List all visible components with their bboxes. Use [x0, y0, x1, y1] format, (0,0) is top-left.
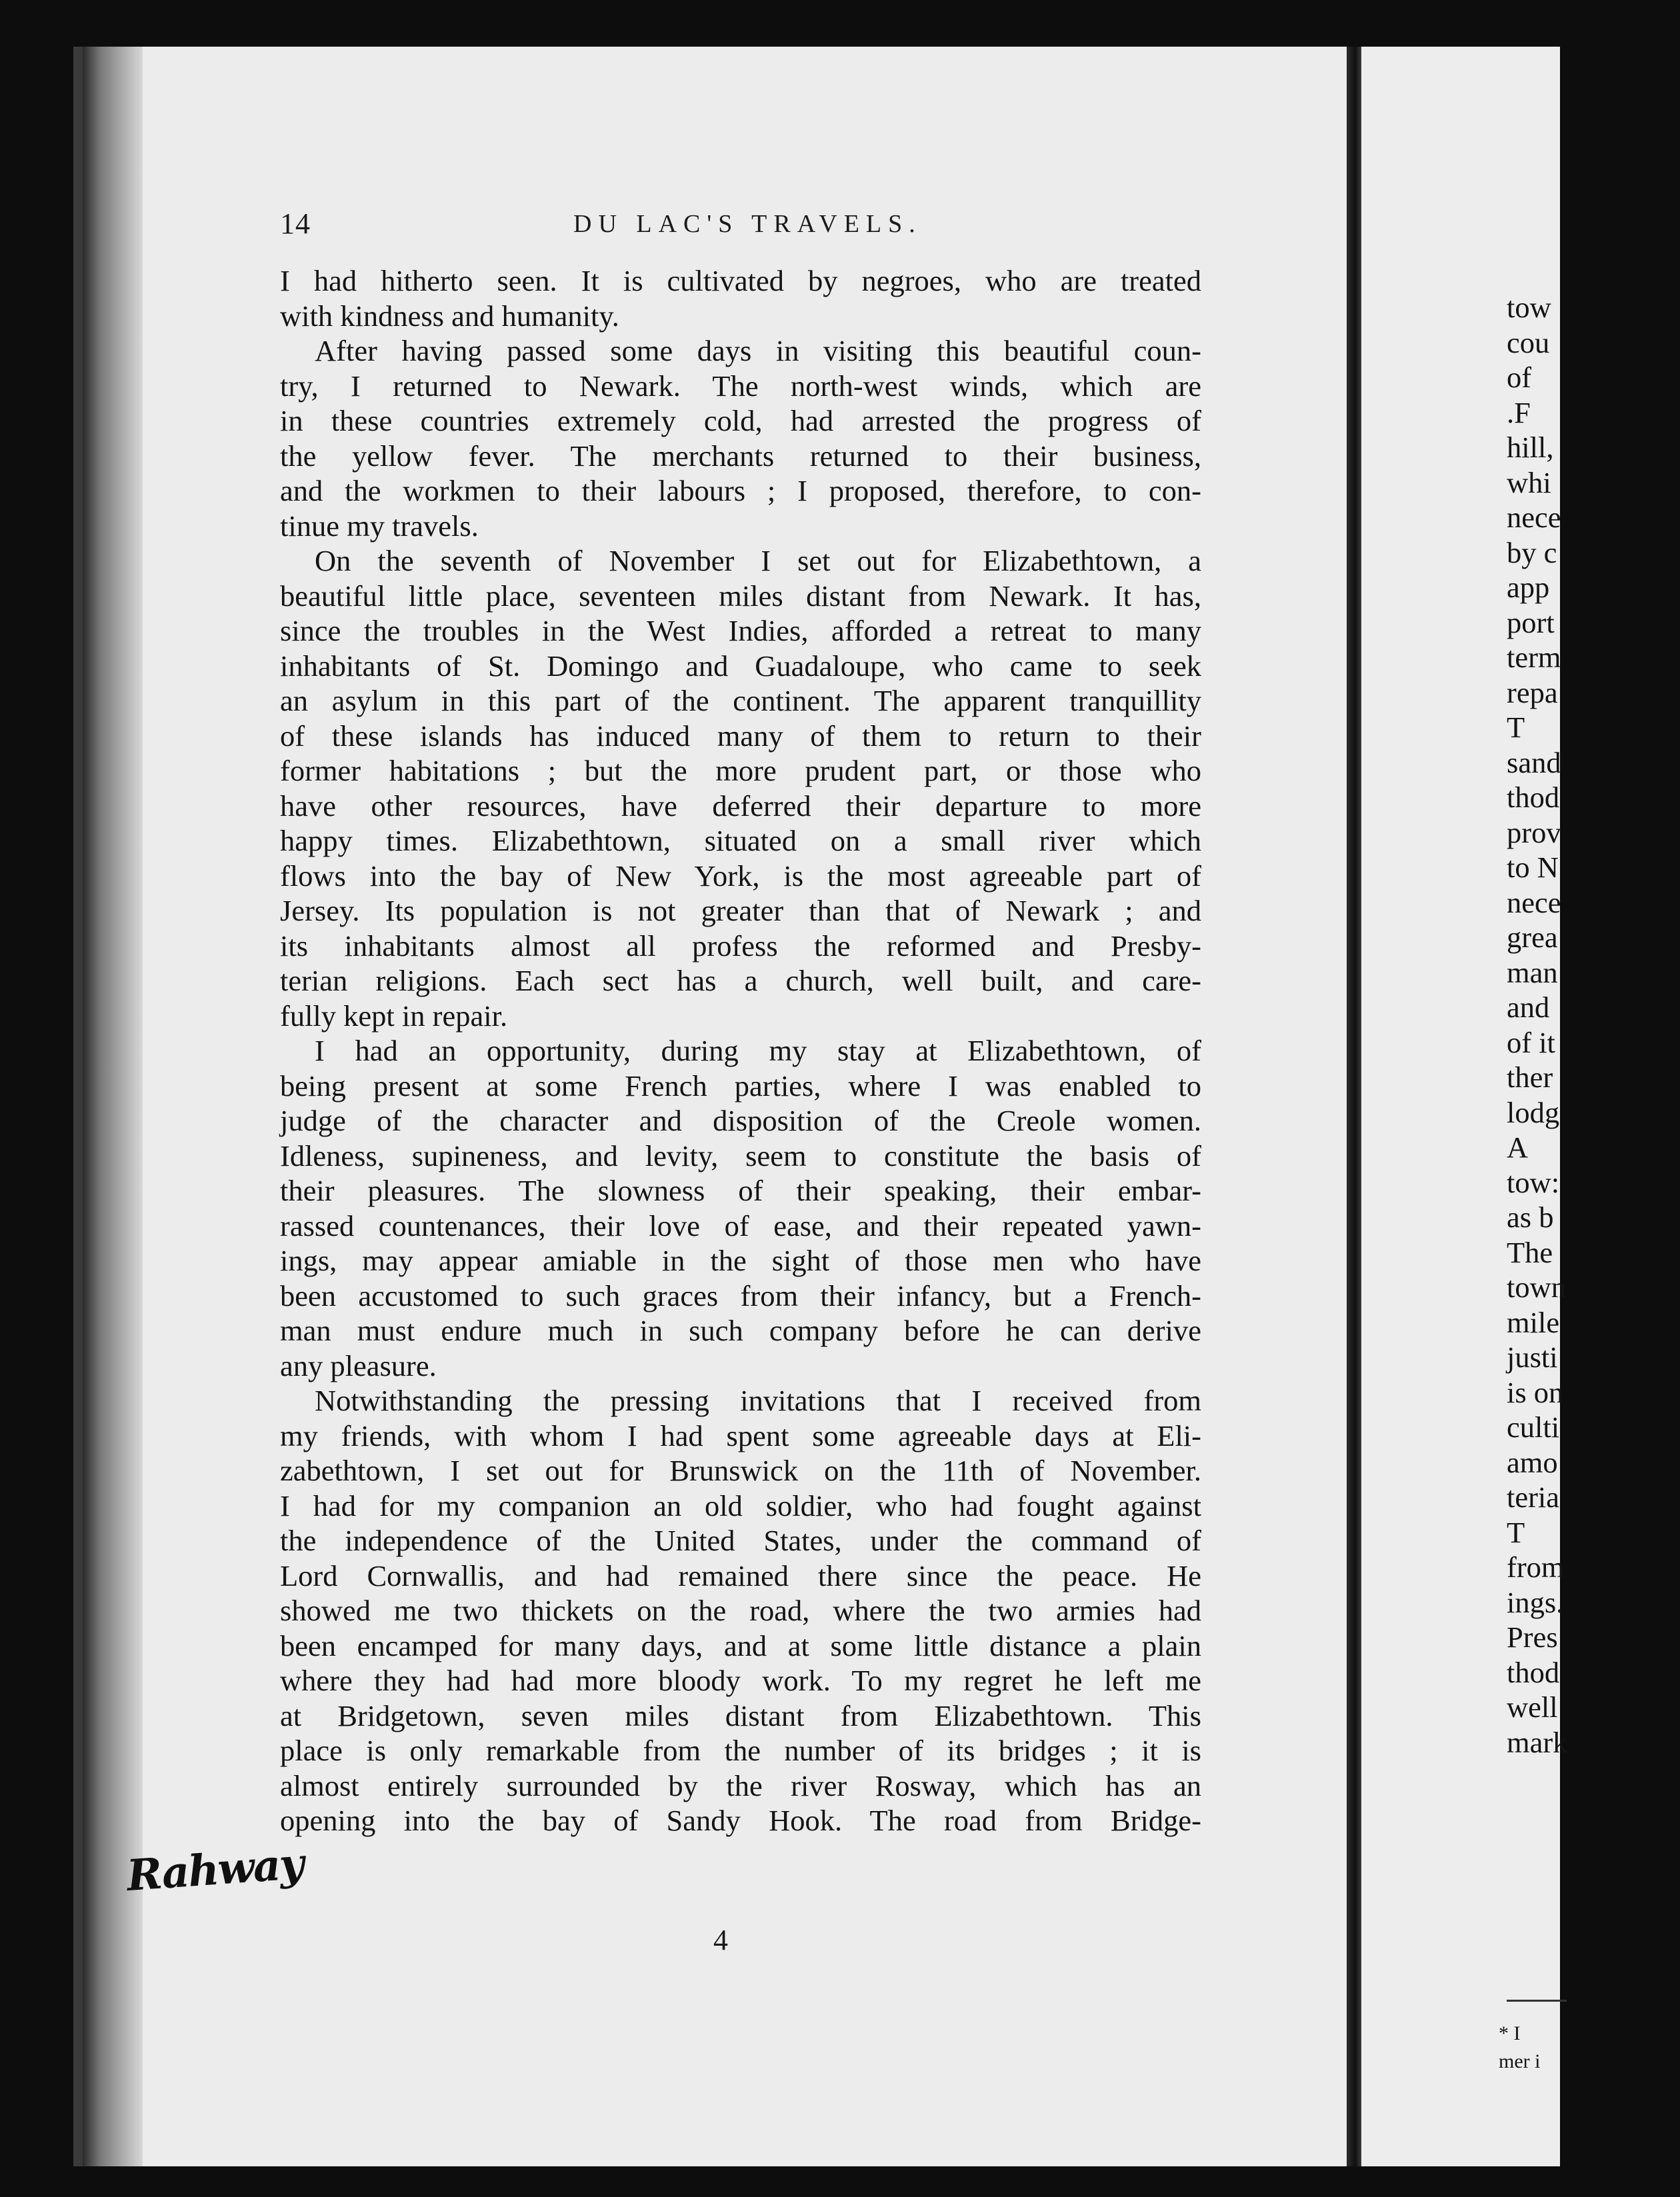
right-text-line: whi: [1507, 465, 1551, 499]
text-line: Lord Cornwallis, and had remained there since the peace. He: [280, 1558, 1201, 1592]
text-line: its inhabitants almost all profess the reformed and Presby-: [280, 929, 1201, 963]
right-text-line: from: [1507, 1550, 1565, 1584]
right-text-line: town: [1507, 1270, 1566, 1304]
right-text-line: culti: [1507, 1410, 1560, 1444]
text-line: On the seventh of November I set out for Elizabethtown, a: [315, 544, 1201, 577]
text-line: an asylum in this part of the continent. The apparent tranquillity: [280, 684, 1201, 717]
right-text-line: repa: [1507, 675, 1558, 709]
text-line: showed me two thickets on the road, where the two armies had: [280, 1594, 1201, 1627]
text-line: the independence of the United States, under the command of: [280, 1524, 1201, 1557]
right-text-line: T: [1507, 711, 1525, 744]
right-text-line: ings.: [1507, 1585, 1564, 1619]
right-text-line: justi: [1507, 1340, 1558, 1374]
right-text-line: cou: [1507, 325, 1550, 359]
right-footnote: [1499, 2020, 1565, 2076]
text-line: Idleness, supineness, and levity, seem to constitute the basis of: [280, 1138, 1201, 1172]
right-text-line: mile: [1507, 1305, 1560, 1339]
text-line: almost entirely surrounded by the river Rosway, which has an: [280, 1768, 1201, 1802]
right-text-line: is on: [1507, 1375, 1564, 1409]
right-text-line: man: [1507, 955, 1558, 989]
right-text-line: lodg: [1507, 1095, 1560, 1129]
handwritten-margin-note: Rahway: [125, 1838, 305, 1902]
text-line: ings, may appear amiable in the sight of those men who have: [280, 1244, 1201, 1277]
right-text-line: T: [1507, 1515, 1525, 1549]
text-line: After having passed some days in visiting this beautiful coun-: [315, 334, 1201, 367]
right-text-line: ther: [1507, 1061, 1553, 1094]
right-text-line: prov: [1507, 815, 1561, 849]
text-line: of these islands has induced many of them to return to their: [280, 719, 1201, 753]
text-line: terian religions. Each sect has a church, well built, and care-: [280, 964, 1201, 997]
text-line: been accustomed to such graces from their infancy, but a French-: [280, 1278, 1201, 1312]
footnote-line: * I: [1499, 2022, 1521, 2044]
text-line: Jersey. Its population is not greater than that of Newark ; and: [280, 894, 1201, 927]
body-text: [280, 263, 1201, 1838]
text-line: judge of the character and disposition of the Creole women.: [280, 1104, 1201, 1137]
right-text-line: The: [1507, 1235, 1553, 1269]
right-text-line: thod: [1507, 781, 1560, 814]
right-text-line: amo: [1507, 1445, 1558, 1479]
text-line: I had an opportunity, during my stay at Elizabethtown, of: [315, 1034, 1201, 1067]
text-line: inhabitants of St. Domingo and Guadaloupe, who came to seek: [280, 649, 1201, 683]
text-line: I had for my companion an old soldier, who had fought against: [280, 1488, 1201, 1522]
text-line: been encamped for many days, and at some little distance a plain: [280, 1628, 1201, 1662]
right-text-line: nece: [1507, 885, 1561, 919]
text-line: zabethtown, I set out for Brunswick on the 11th of November.: [280, 1454, 1201, 1487]
running-head: DU LAC'S TRAVELS.: [573, 210, 922, 238]
page-gutter-shadow: [83, 47, 143, 2166]
footnote-line: mer i: [1499, 2050, 1541, 2072]
text-line: their pleasures. The slowness of their speaking, their embar-: [280, 1174, 1201, 1207]
right-text-line: Pres: [1507, 1620, 1558, 1654]
right-text-line: port: [1507, 605, 1555, 639]
right-text-line: teria: [1507, 1480, 1560, 1514]
right-text-line: well: [1507, 1690, 1558, 1724]
text-line: since the troubles in the West Indies, afforded a retreat to many: [280, 614, 1201, 647]
right-text-line: thod: [1507, 1655, 1560, 1689]
right-page-text: [1507, 290, 1680, 1760]
text-line: have other resources, have deferred their departure to more: [280, 789, 1201, 823]
footnote-rule: [1507, 2000, 1567, 2002]
right-text-line: and: [1507, 991, 1550, 1024]
right-text-line: nece: [1507, 501, 1561, 534]
text-line: rassed countenances, their love of ease, and their repeated yawn-: [280, 1208, 1201, 1242]
text-line: happy times. Elizabethtown, situated on a small river which: [280, 824, 1201, 857]
text-line: place is only remarkable from the number of its bridges ; it is: [280, 1734, 1201, 1767]
right-text-line: sand: [1507, 745, 1561, 779]
right-text-line: tow:: [1507, 1165, 1560, 1199]
text-line: the yellow fever. The merchants returned to their business,: [280, 439, 1201, 473]
right-text-line: hill,: [1507, 431, 1554, 464]
right-text-line: .F: [1507, 395, 1531, 429]
text-line: and the workmen to their labours ; I proposed, therefore, to con-: [280, 474, 1201, 507]
right-text-line: to N: [1507, 851, 1559, 884]
text-line: former habitations ; but the more prudent part, or those who: [280, 754, 1201, 787]
right-text-line: by c: [1507, 535, 1557, 569]
right-text-line: as b: [1507, 1200, 1554, 1234]
right-text-line: term: [1507, 641, 1561, 674]
text-line: my friends, with whom I had spent some agreeable days at Eli-: [280, 1418, 1201, 1452]
right-text-line: app: [1507, 571, 1550, 604]
right-text-line: of: [1507, 361, 1532, 394]
text-line: flows into the bay of New York, is the most agreeable part of: [280, 859, 1201, 893]
text-line: beautiful little place, seventeen miles distant from Newark. It has,: [280, 579, 1201, 613]
right-text-line: of it: [1507, 1025, 1555, 1059]
signature-mark: 4: [713, 1924, 728, 1956]
text-line: with kindness and humanity.: [280, 299, 619, 333]
text-line: being present at some French parties, where I was enabled to: [280, 1069, 1201, 1102]
text-line: Notwithstanding the pressing invitations that I received from: [315, 1384, 1201, 1417]
right-text-line: A: [1507, 1130, 1529, 1164]
text-line: tinue my travels.: [280, 509, 479, 543]
page-header: [280, 207, 1213, 247]
text-line: try, I returned to Newark. The north-west winds, which are: [280, 369, 1201, 403]
text-line: any pleasure.: [280, 1348, 437, 1382]
text-line: fully kept in repair.: [280, 999, 508, 1033]
text-line: I had hitherto seen. It is cultivated by negroes, who are treated: [280, 264, 1201, 297]
right-text-line: mark: [1507, 1725, 1568, 1759]
text-line: at Bridgetown, seven miles distant from Elizabethtown. This: [280, 1698, 1201, 1732]
text-line: in these countries extremely cold, had arrested the progress of: [280, 404, 1201, 437]
book-spine: [1347, 47, 1361, 2166]
text-line: man must endure much in such company before he can derive: [280, 1314, 1201, 1347]
right-text-line: grea: [1507, 921, 1558, 954]
right-page: [1361, 47, 1568, 2166]
text-line: where they had had more bloody work. To my regret he left me: [280, 1664, 1201, 1697]
page-number: 14: [280, 207, 311, 240]
text-line: opening into the bay of Sandy Hook. The road from Bridge-: [280, 1804, 1201, 1837]
right-text-line: tow: [1507, 291, 1551, 324]
